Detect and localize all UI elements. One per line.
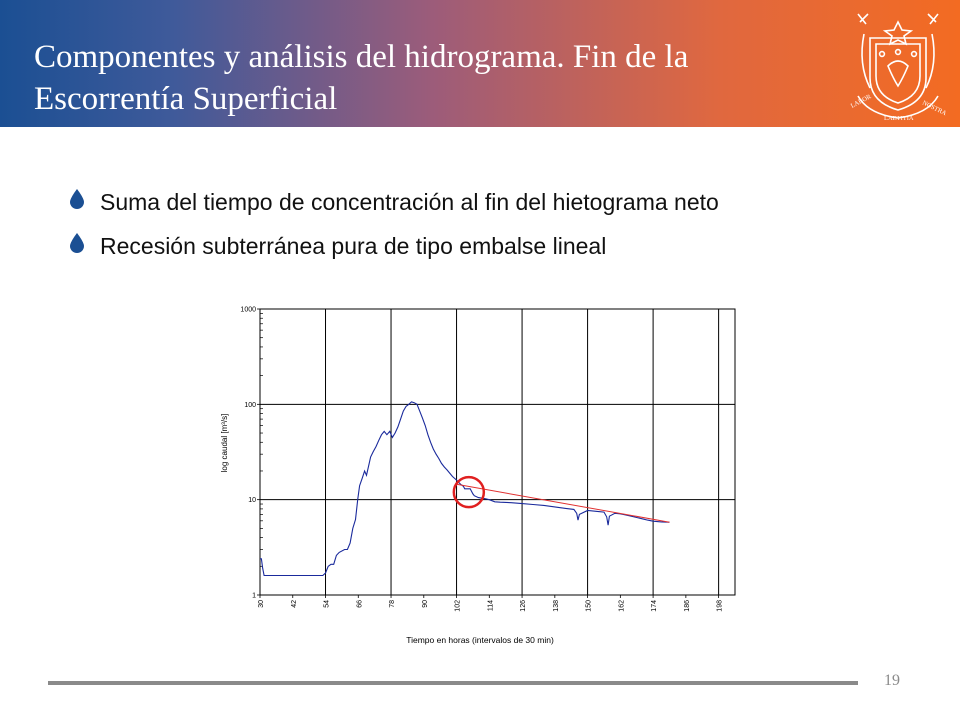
plot-frame — [260, 309, 735, 595]
x-tick-label: 186 — [683, 600, 691, 612]
y-tick-label: 1000 — [240, 306, 256, 314]
crest-motto-2: LAETITIA — [884, 115, 914, 122]
x-tick-label: 42 — [290, 600, 298, 608]
hydrograph-chart — [200, 295, 760, 655]
y-tick-label: 100 — [244, 401, 256, 409]
university-crest-icon — [848, 4, 948, 124]
y-tick-label: 1 — [252, 592, 256, 600]
x-axis-label: Tiempo en horas (intervalos de 30 min) — [406, 635, 554, 645]
crest-motto-1: LABOR — [849, 93, 873, 110]
x-tick-label: 162 — [618, 600, 626, 612]
x-tick-label: 138 — [552, 600, 560, 612]
page-number: 19 — [884, 672, 900, 689]
x-tick-label: 66 — [356, 600, 364, 608]
x-tick-label: 114 — [487, 600, 495, 612]
x-tick-label: 78 — [389, 600, 397, 608]
x-tick-label: 90 — [421, 600, 429, 608]
bullet-list — [70, 180, 930, 268]
x-tick-label: 174 — [651, 600, 659, 612]
slide-title: Componentes y análisis del hidrograma. Fin de la Escorrentía Superficial — [34, 39, 689, 117]
y-axis-label: log caudal [m³/s] — [220, 413, 229, 473]
drop-bullet-icon — [70, 189, 100, 215]
x-tick-label: 198 — [716, 600, 724, 612]
bullet-text: Recesión subterránea pura de tipo embalse lineal — [100, 232, 607, 259]
bullet-text: Suma del tiempo de concentración al fin del hietograma neto — [100, 188, 719, 215]
x-tick-label: 102 — [454, 600, 462, 612]
bullet-item — [70, 224, 930, 268]
footer-divider — [48, 681, 858, 685]
x-tick-label: 30 — [258, 600, 265, 608]
x-tick-label: 54 — [323, 600, 331, 608]
x-tick-label: 126 — [520, 600, 528, 612]
crest-motto-3: NOSTRA — [921, 99, 948, 118]
drop-bullet-icon — [70, 233, 100, 259]
y-tick-label: 10 — [248, 497, 256, 505]
x-tick-label: 150 — [585, 600, 593, 612]
title-banner — [0, 0, 960, 127]
bullet-item — [70, 180, 930, 224]
